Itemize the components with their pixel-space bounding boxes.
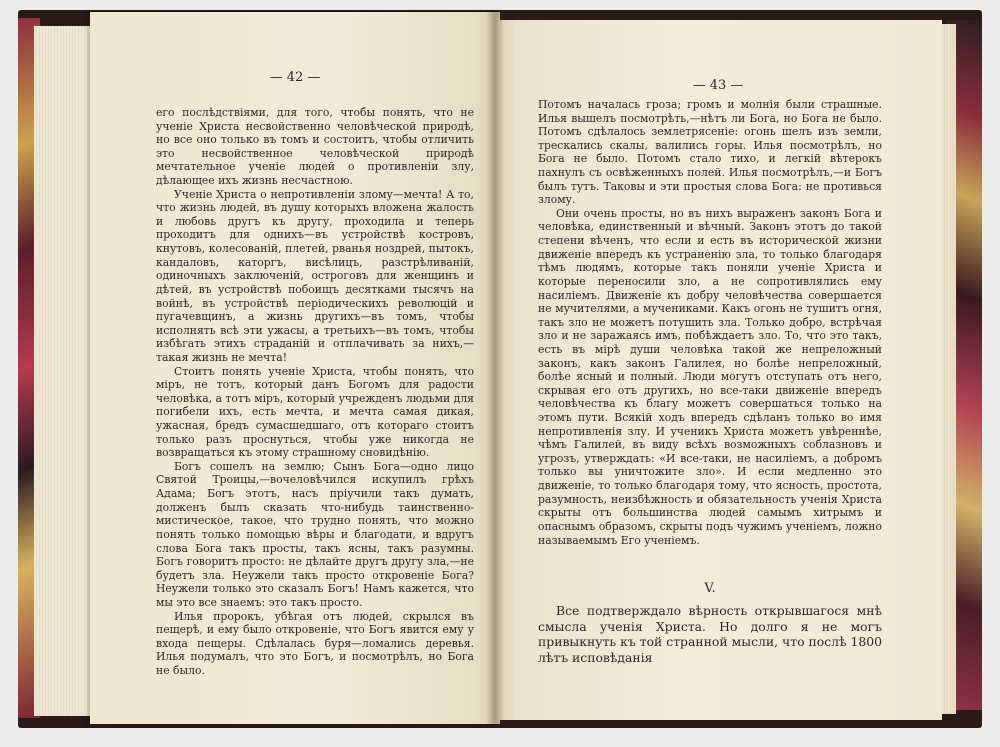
paragraph: Ученіе Христа о непротивленіи злому—мечта! А то, что жизнь людей, въ душу которыхъ вложена жалость и любовь другъ къ другу, проходила и теперь проходитъ для однихъ—въ устройствѣ костровъ, кнутовъ, колесованій, плетей, рванья ноздрей, пытокъ, кандаловъ, каторгъ, висѣлицъ, разстрѣливаній, одиночныхъ заключеній, остроговъ для женщинъ и дѣтей, въ устройствѣ побоищъ десятками тысячъ на войнѣ, въ устройствѣ періодическихъ революцій и пугачевщинъ, а жизнь другихъ—въ томъ, чтобы исполнять всѣ эти ужасы, а третьихъ—въ томъ, чтобы избѣгать этихъ страданій и отплачивать за нихъ,—такая жизнь не мечта! [156,187,474,364]
left-page-text [156,106,474,678]
chapter-heading: V. [704,581,716,596]
right-page-text [538,98,882,547]
paragraph: Стоитъ понять ученіе Христа, чтобы понять, что міръ, не тотъ, который данъ Богомъ для радости человѣка, а тотъ міръ, который учрежденъ людьми для погибели ихъ, есть мечта, и мечта самая дикая, ужасная, бредъ сумасшедшаго, отъ котораго стоитъ только разъ проснуться, чтобы уже никогда не возвращаться къ этому страшному сновидѣнію. [156,364,474,460]
paragraph: Потомъ началась гроза; громъ и молнія были страшные. Илья вышелъ посмотрѣть,—нѣтъ ли Бога, но Бога не было. Потомъ сдѣлалось землетрясеніе: огонь шелъ изъ земли, трескались скалы, валились горы. Илья посмотрѣлъ, но Бога не было. Потомъ стало тихо, и легкій вѣтерокъ пахнулъ съ освѣженныхъ полей. Илья посмотрѣлъ,—и Богъ былъ тутъ. Таковы и эти простыя слова Бога: не противься злому. [538,98,882,207]
paragraph: Все подтверждало вѣрность открывшагося мнѣ смысла ученія Христа. Но долго я не могъ привыкнуть къ той странной мысли, что послѣ 1800 лѣтъ исповѣданія [538,603,882,666]
paragraph: его послѣдствіями, для того, чтобы понять, что не ученіе Христа несвойственно человѣческой природѣ, но все оно только въ томъ и состоитъ, чтобы отличить это несвойственное человѣческой природѣ мечтательное ученіе людей о противленіи злу, дѣлающее ихъ жизнь несчастною. [156,106,474,188]
paragraph: Богъ сошелъ на землю; Сынъ Бога—одно лицо Святой Троицы,—вочеловѣчился искупилъ грѣхъ Адама; Богъ этотъ, насъ пріучили такъ думать, долженъ былъ сказать что-нибудь таинственно-мистическое, такое, что трудно понять, что можно понять только помощью вѣры и благодати, и вдругъ слова Бога такъ просты, такъ ясны, такъ разумны. Богъ говоритъ просто: не дѣлайте другъ другу зла,—не будетъ зла. Неужели такъ просто откровеніе Бога? Неужели только это сказалъ Богъ! Намъ кажется, что мы это все знаемъ: это такъ просто. [156,459,474,609]
page-number-43: — 43 — [692,78,744,93]
paragraph: Илья пророкъ, убѣгая отъ людей, скрылся въ пещерѣ, и ему было откровеніе, что Богъ явится ему у входа пещеры. Сдѣлалась буря—ломались деревья. Илья подумалъ, что это Богъ, и посмотрѣлъ, но Бога не было. [156,609,474,677]
page-number-42: — 42 — [269,70,321,85]
right-page [494,20,942,720]
spine-gutter [486,12,504,724]
chapter-text [538,603,882,666]
left-page [90,12,500,724]
paragraph: Они очень просты, но въ нихъ выраженъ законъ Бога и человѣка, единственный и вѣчный. Законъ этотъ до такой степени вѣченъ, что если и есть въ исторической жизни движеніе впередъ къ устраненію зла, то только благодаря тѣмъ людямъ, которые такъ поняли ученіе Христа и которые переносили зло, а не сопротивлялись ему насиліемъ. Движеніе къ добру человѣчества совершается не мучителями, а мучениками. Какъ огонь не тушитъ огня, такъ зло не можетъ потушить зла. Только добро, встрѣчая зло и не заражаясь имъ, побѣждаетъ зло. То, что это такъ, есть въ мірѣ души человѣка такой же непреложный законъ, какъ законъ Галилея, но болѣе непреложный, болѣе ясный и полный. Люди могутъ отступать отъ него, скрывая его отъ другихъ, но все-таки движеніе впередъ человѣчества къ благу можетъ совершаться только на этомъ пути. Всякій ходъ впередъ сдѣланъ только во имя непротивленія злу. И ученикъ Христа можетъ увѣреннѣе, чѣмъ Галилей, въ виду всѣхъ возможныхъ соблазновъ и угрозъ, утверждать: «И все-таки, не насиліемъ, а добромъ только вы уничтожите зло». И если медленно это движеніе, то только благодаря тому, что ясность, простота, разумность, неизбѣжность и обязательность ученія Христа скрыты отъ большинства людей самымъ хитрымъ и опаснымъ образомъ, скрыты подъ чужимъ ученіемъ, ложно называемымъ Его ученіемъ. [538,206,882,547]
